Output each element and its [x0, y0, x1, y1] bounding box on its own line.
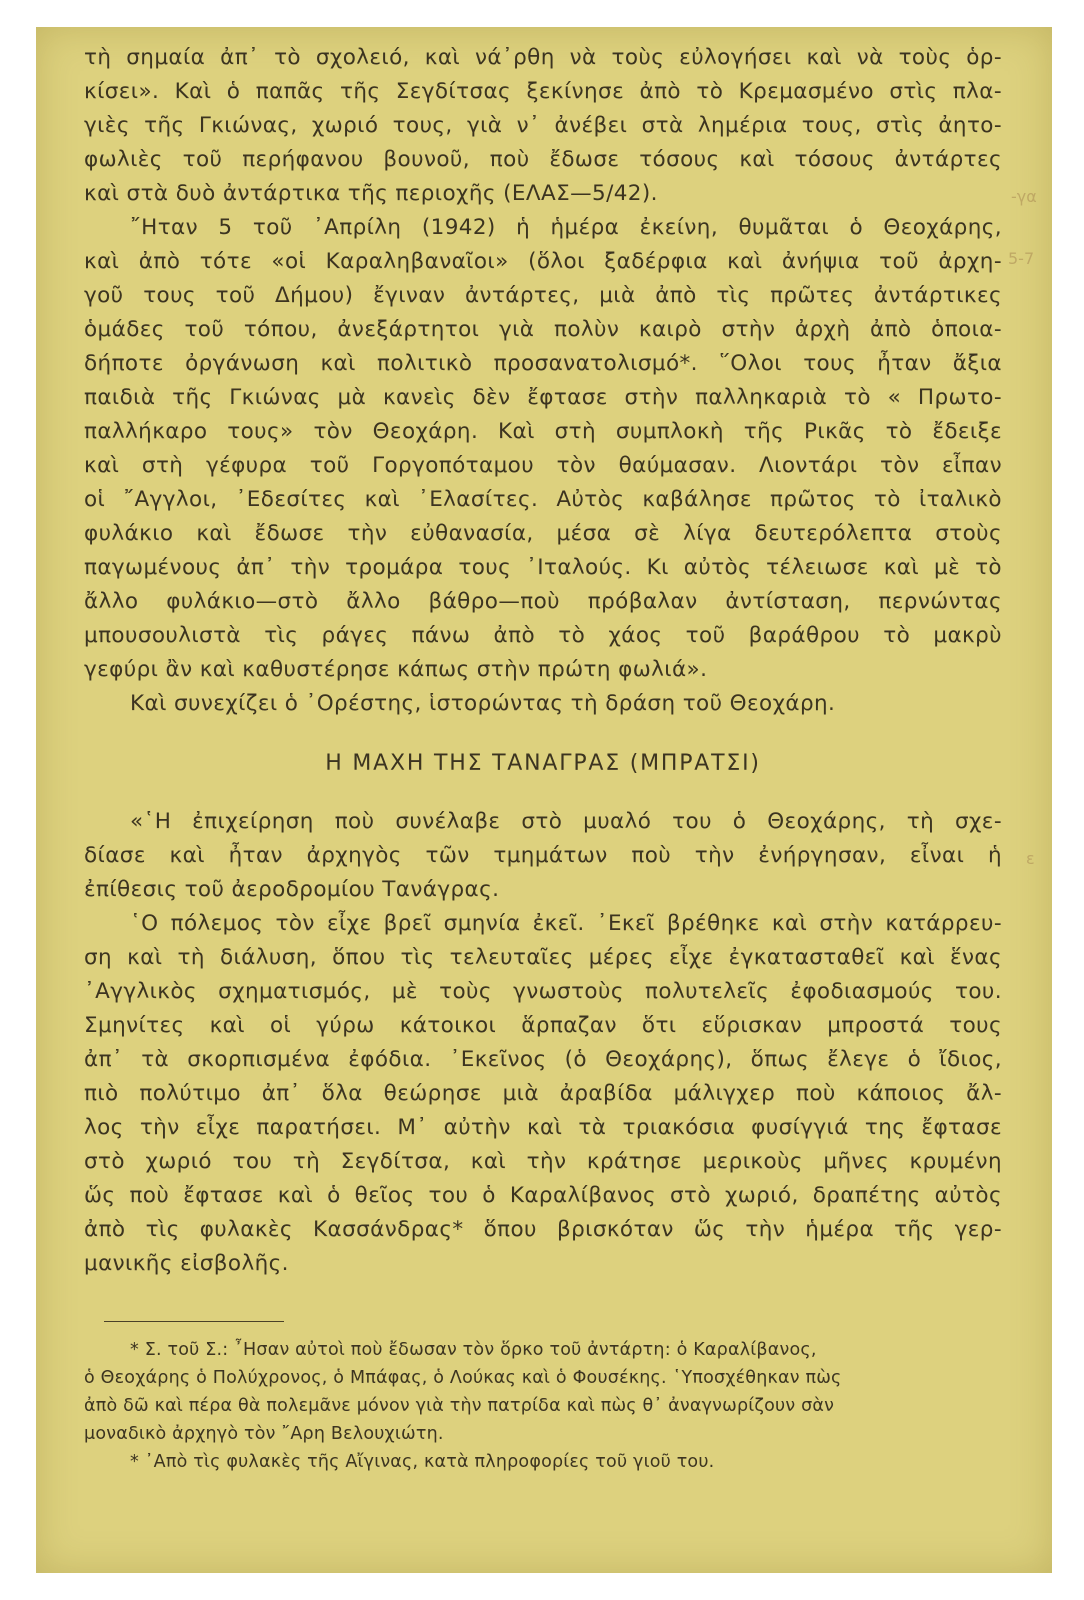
- text-line: καὶ στὴ γέφυρα τοῦ Γοργοπόταμου τὸν θαύμασαν. Λιοντάρι τὸν εἶπαν: [84, 453, 1002, 478]
- text-line: δήποτε ὀργάνωση καὶ πολιτικὸ προσανατολισμό*. ῞Ολοι τους ἦταν ἄξια: [84, 351, 1002, 376]
- text-line: ὥς ποὺ ἔφτασε καὶ ὁ θεῖος του ὁ Καραλίβανος στὸ χωριό, δραπέτης αὐτὸς: [84, 1183, 1002, 1208]
- text-line: γιὲς τῆς Γκιώνας, χωριό τους, γιὰ ν᾿ ἀνέβει στὰ λημέρια τους, στὶς ἀητο-: [84, 113, 1002, 138]
- text-line: μανικῆς εἰσβολῆς.: [84, 1251, 289, 1276]
- text-line: Σμηνίτες καὶ οἱ γύρω κάτοικοι ἅρπαζαν ὅτι εὕρισκαν μπροστά τους: [84, 1013, 1002, 1038]
- footnote-divider: [104, 1321, 284, 1322]
- text-line: καὶ ἀπὸ τότε «οἱ Καραληβαναῖοι» (ὅλοι ξαδέρφια καὶ ἀνήψια τοῦ ἀρχη-: [84, 249, 1002, 274]
- text-line: ση καὶ τὴ διάλυση, ὅπου τὶς τελευταῖες μέρες εἶχε ἐγκατασταθεῖ καὶ ἕνας: [84, 945, 1002, 970]
- text-line: γοῦ τους τοῦ Δήμου) ἔγιναν ἀντάρτες, μιὰ ἀπὸ τὶς πρῶτες ἀντάρτικες: [84, 283, 1002, 308]
- text-line: παγωμένους ἀπ᾿ τὴν τρομάρα τους ᾿Ιταλούς. Κι αὐτὸς τέλειωσε καὶ μὲ τὸ: [84, 555, 1002, 580]
- footnote-line: * Σ. τοῦ Σ.: ῏Ησαν αὐτοὶ ποὺ ἔδωσαν τὸν ὅρκο τοῦ ἀντάρτη: ὁ Καραλίβανος,: [130, 1340, 817, 1360]
- margin-note: ε: [1026, 849, 1035, 868]
- book-page: [36, 27, 1052, 1573]
- text-line: λος τὴν εἶχε παρατήσει. Μ᾿ αὐτὴν καὶ τὰ τριακόσια φυσίγγιά της ἔφτασε: [84, 1115, 1002, 1140]
- text-line: γεφύρι ἂν καὶ καθυστέρησε κάπως στὴν πρώτη φωλιά».: [84, 657, 708, 682]
- text-line: οἱ ῎Αγγλοι, ᾿Εδεσίτες καὶ ᾿Ελασίτες. Αὐτὸς καβάλησε πρῶτος τὸ ἰταλικὸ: [84, 487, 1002, 512]
- text-line: μπουσουλιστὰ τὶς ράγες πάνω ἀπὸ τὸ χάος τοῦ βαράθρου τὸ μακρὺ: [84, 623, 1002, 648]
- text-line: ῾Ο πόλεμος τὸν εἶχε βρεῖ σμηνία ἐκεῖ. ᾿Εκεῖ βρέθηκε καὶ στὴν κατάρρευ-: [130, 911, 1002, 936]
- text-line: ἐπίθεσις τοῦ ἀεροδρομίου Τανάγρας.: [84, 877, 500, 902]
- margin-note: 5-7: [1008, 249, 1035, 268]
- text-line: ὁμάδες τοῦ τόπου, ἀνεξάρτητοι γιὰ πολὺν καιρὸ στὴν ἀρχὴ ἀπὸ ὁποια-: [84, 317, 1002, 342]
- text-line: ᾿Αγγλικὸς σχηματισμός, μὲ τοὺς γνωστοὺς πολυτελεῖς ἐφοδιασμούς του.: [84, 979, 1002, 1004]
- text-line: ἄλλο φυλάκιο—στὸ ἄλλο βάθρο—ποὺ πρόβαλαν ἀντίσταση, περνώντας: [84, 589, 1002, 614]
- page-text: [84, 41, 1002, 1476]
- text-line: παιδιὰ τῆς Γκιώνας μὰ κανεὶς δὲν ἔφτασε στὴν παλληκαριὰ τὸ « Πρωτο-: [84, 385, 1002, 410]
- text-line: στὸ χωριό του τὴ Σεγδίτσα, καὶ τὴν κράτησε μερικοὺς μῆνες κρυμένη: [84, 1149, 1002, 1174]
- text-line: κίσει». Καὶ ὁ παπᾶς τῆς Σεγδίτσας ξεκίνησε ἀπὸ τὸ Κρεμασμένο στὶς πλα-: [84, 79, 1002, 104]
- text-line: παλλήκαρο τους» τὸν Θεοχάρη. Καὶ στὴ συμπλοκὴ τῆς Ρικᾶς τὸ ἔδειξε: [84, 419, 1002, 444]
- text-line: φυλάκιο καὶ ἔδωσε τὴν εὐθανασία, μέσα σὲ λίγα δευτερόλεπτα στοὺς: [84, 521, 1002, 546]
- text-line: δίασε καὶ ἦταν ἀρχηγὸς τῶν τμημάτων ποὺ τὴν ἐνήργησαν, εἶναι ἡ: [84, 843, 1002, 868]
- footnote-line: ἀπὸ δῶ καὶ πέρα θὰ πολεμᾶνε μόνον γιὰ τὴν πατρίδα καὶ πὼς θ᾿ ἀναγνωρίζουν σὰν: [84, 1396, 835, 1416]
- text-line: καὶ στὰ δυὸ ἀντάρτικα τῆς περιοχῆς (ΕΛΑΣ—5/42).: [84, 181, 658, 206]
- footnote-line: * ᾿Απὸ τὶς φυλακὲς τῆς Αἴγινας, κατὰ πληροφορίες τοῦ γιοῦ του.: [130, 1452, 715, 1472]
- text-line: «῾Η ἐπιχείρηση ποὺ συνέλαβε στὸ μυαλό του ὁ Θεοχάρης, τὴ σχε-: [130, 809, 1002, 834]
- text-line: τὴ σημαία ἀπ᾿ τὸ σχολειό, καὶ νά᾿ρθη νὰ τοὺς εὐλογήσει καὶ νὰ τοὺς ὁρ-: [84, 45, 1002, 70]
- footnote-line: μοναδικὸ ἀρχηγὸ τὸν ῎Αρη Βελουχιώτη.: [84, 1424, 444, 1444]
- section-heading: Η ΜΑΧΗ ΤΗΣ ΤΑΝΑΓΡΑΣ (ΜΠΡΑΤΣΙ): [325, 751, 761, 776]
- text-line: ῎Ηταν 5 τοῦ ᾿Απρίλη (1942) ἡ ἡμέρα ἐκείνη, θυμᾶται ὁ Θεοχάρης,: [130, 215, 1002, 240]
- margin-note: -γα: [1011, 187, 1037, 206]
- text-line: πιὸ πολύτιμο ἀπ᾿ ὅλα θεώρησε μιὰ ἀραβίδα μάλιγχερ ποὺ κάποιος ἄλ-: [84, 1081, 1002, 1106]
- text-line: ἀπ᾿ τὰ σκορπισμένα ἐφόδια. ᾿Εκεῖνος (ὁ Θεοχάρης), ὅπως ἔλεγε ὁ ἴδιος,: [84, 1047, 1002, 1072]
- text-line: Καὶ συνεχίζει ὁ ᾿Ορέστης, ἱστορώντας τὴ δράση τοῦ Θεοχάρη.: [130, 691, 836, 716]
- text-line: φωλιὲς τοῦ περήφανου βουνοῦ, ποὺ ἔδωσε τόσους καὶ τόσους ἀντάρτες: [84, 147, 1002, 172]
- text-line: ἀπὸ τὶς φυλακὲς Κασσάνδρας* ὅπου βρισκόταν ὥς τὴν ἡμέρα τῆς γερ-: [84, 1217, 1002, 1242]
- footnote-line: ὁ Θεοχάρης ὁ Πολύχρονος, ὁ Μπάφας, ὁ Λούκας καὶ ὁ Φουσέκης. ῾Υποσχέθηκαν πὼς: [84, 1368, 842, 1388]
